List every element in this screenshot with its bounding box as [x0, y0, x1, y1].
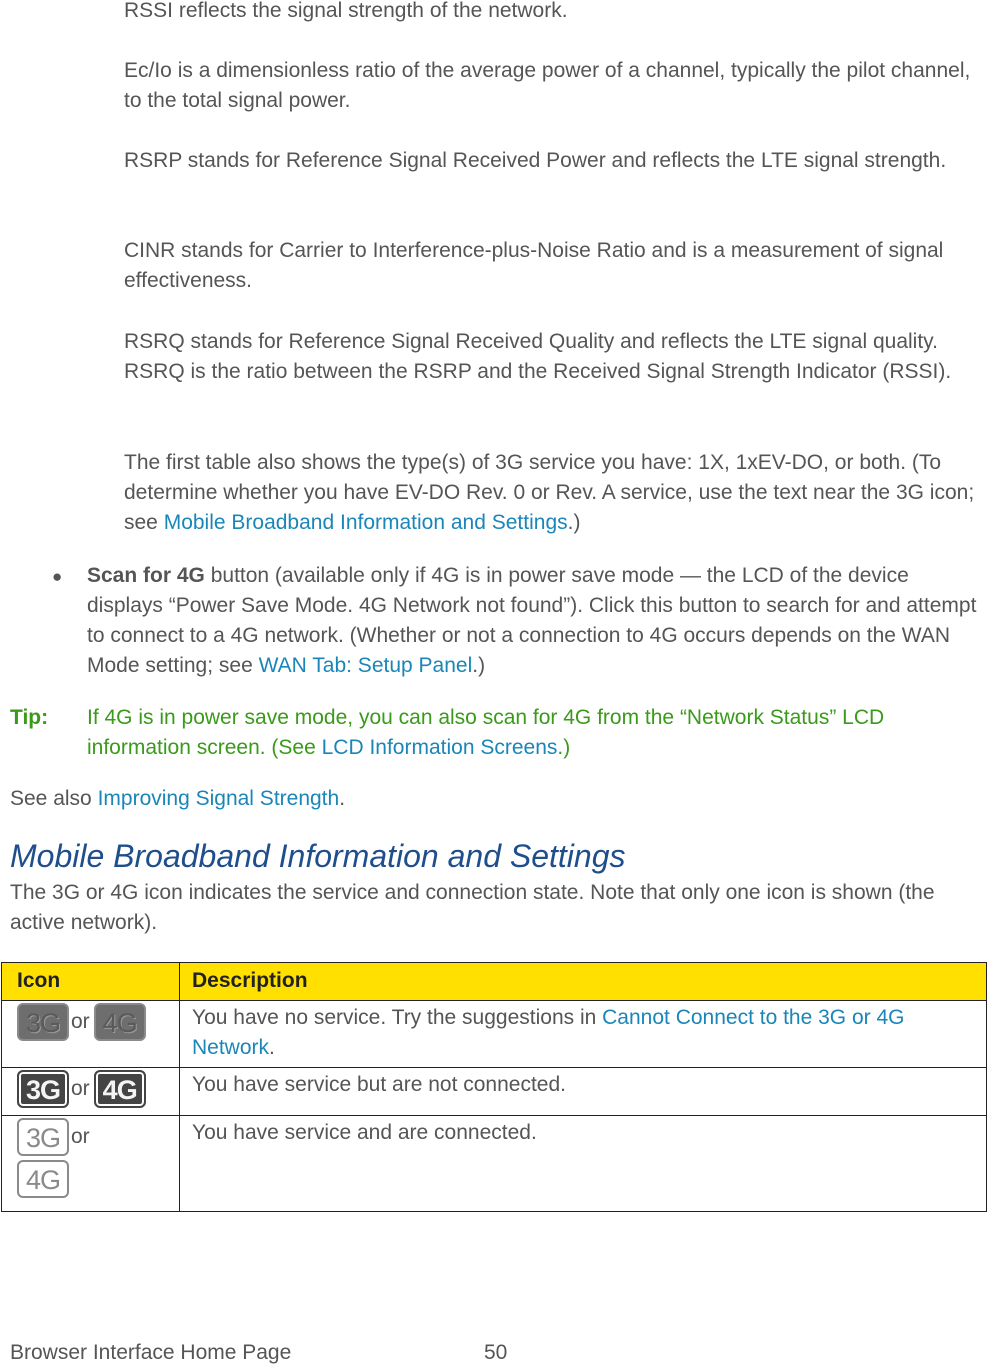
4g-no-service-icon: 4G: [94, 1003, 146, 1041]
scan-4g-description: button (available only if 4G is in power save mode — the LCD of the device displays “Power Save Mode. 4G Network not found”). Click this button to search for and attempt to connect to a 4G network. (Whether or not a connection to 4G occurs depends on the WAN Mode setting; see: [87, 564, 977, 677]
cinr-definition: CINR stands for Carrier to Interference-plus-Noise Ratio and is a measurement of signal effectiveness.: [124, 239, 944, 292]
or-label: or: [71, 1077, 90, 1100]
icon-cell: [2, 1116, 180, 1212]
3g-no-service-icon: 3G: [17, 1003, 69, 1041]
table-row: [2, 1068, 987, 1116]
see-also-prefix: See also: [10, 787, 98, 810]
table-row: [2, 1001, 987, 1068]
row-description: You have no service. Try the suggestions in: [192, 1006, 603, 1029]
first-table-note-text: The first table also shows the type(s) of 3G service you have: 1X, 1xEV-DO, or both. (To determine whether you have EV-DO Rev. 0 or Rev. A service, use the text near the 3G icon; see: [124, 451, 975, 534]
icon-cell: [2, 1068, 180, 1116]
footer-title: Browser Interface Home Page: [10, 1341, 292, 1364]
icon-cell: [2, 1001, 180, 1068]
section-heading: Mobile Broadband Information and Settings: [10, 838, 626, 874]
first-table-note: [124, 448, 984, 538]
3g-not-connected-icon: 3G: [17, 1070, 69, 1108]
lcd-info-screens-link[interactable]: LCD Information Screens: [321, 736, 558, 759]
bullet-dot-icon: ●: [52, 567, 63, 586]
scan-4g-label: Scan for 4G: [87, 564, 205, 587]
ecio-definition: Ec/Io is a dimensionless ratio of the average power of a channel, typically the pilot channel, to the total signal power.: [124, 59, 971, 112]
header-icon: Icon: [2, 963, 180, 1001]
wan-tab-setup-link[interactable]: WAN Tab: Setup Panel: [258, 654, 473, 677]
description-cell: You have service but are not connected.: [180, 1068, 987, 1116]
3g-connected-icon: 3G: [17, 1118, 69, 1156]
section-intro: The 3G or 4G icon indicates the service and connection state. Note that only one icon is shown (the active network).: [10, 881, 935, 934]
or-label: or: [71, 1125, 90, 1148]
description-cell: [180, 1001, 987, 1068]
row-description-end: .: [269, 1036, 275, 1059]
rsrq-definition: RSRQ stands for Reference Signal Received Quality and reflects the LTE signal quality. RSRQ is the ratio between the RSRP and the Received Signal Strength Indicator (RSSI).: [124, 330, 952, 383]
cannot-connect-link[interactable]: Cannot Connect to the 3G or 4G Network: [192, 1006, 905, 1059]
icon-table: [1, 962, 987, 1212]
improving-signal-link[interactable]: Improving Signal Strength: [97, 787, 340, 810]
description-cell: You have service and are connected.: [180, 1116, 987, 1212]
table-header-row: [2, 963, 987, 1001]
tip-body: If 4G is in power save mode, you can also scan for 4G from the “Network Status” LCD information screen. (See: [87, 706, 885, 759]
or-label: or: [71, 1010, 90, 1033]
see-also: [10, 784, 345, 814]
table-row: [2, 1116, 987, 1212]
page-number: 50: [484, 1341, 508, 1364]
first-table-note-end: .): [567, 511, 581, 534]
4g-not-connected-icon: 4G: [94, 1070, 146, 1108]
scan-4g-end: .): [472, 654, 486, 677]
tip-label: Tip:: [10, 706, 49, 729]
4g-connected-icon: 4G: [17, 1160, 69, 1198]
header-description: Description: [180, 963, 987, 1001]
mobile-broadband-link[interactable]: Mobile Broadband Information and Settings: [163, 511, 568, 534]
tip-end: .): [557, 736, 571, 759]
see-also-end: .: [339, 787, 346, 810]
rsrp-definition: RSRP stands for Reference Signal Received Power and reflects the LTE signal strength.: [124, 149, 947, 172]
scan-4g-bullet: [87, 561, 985, 681]
rssi-definition: RSSI reflects the signal strength of the network.: [124, 0, 568, 22]
tip-text: [87, 703, 977, 763]
